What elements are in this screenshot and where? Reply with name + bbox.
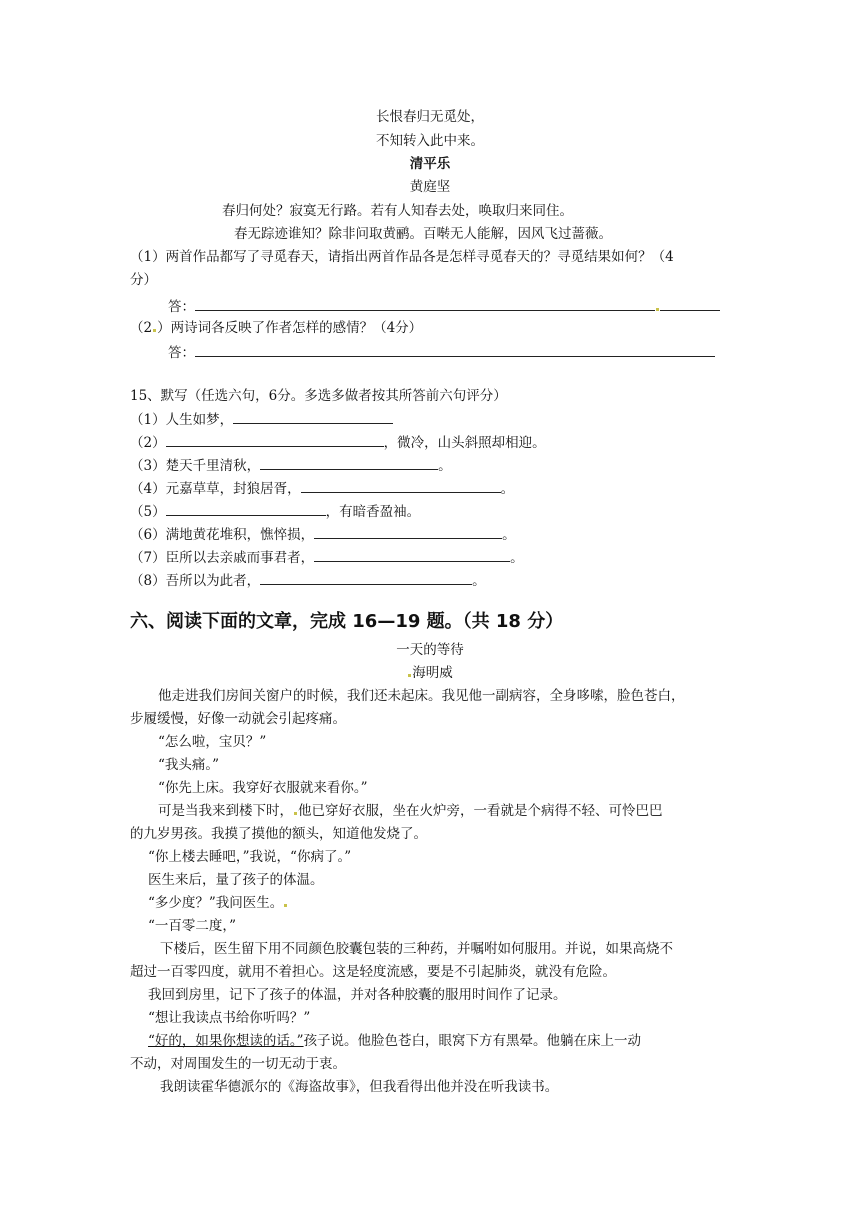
q15-item-1 bbox=[130, 409, 393, 430]
poem1-line-1: 长恨春归无觅处， bbox=[376, 109, 484, 125]
poem2-author: 黄庭坚 bbox=[409, 179, 451, 195]
stray-mark bbox=[656, 308, 659, 311]
q15-item-2 bbox=[130, 432, 546, 453]
stray-mark bbox=[153, 329, 156, 332]
fill-blank[interactable] bbox=[260, 455, 438, 470]
paragraph-line: 他走进我们房间关窗户的时候，我们还未起床。我见他一副病容，全身哆嗦，脸色苍白， bbox=[158, 688, 685, 704]
q15-item-text: （5） bbox=[130, 504, 166, 520]
q15-item-text: ，微冷，山头斜照却相迎。 bbox=[383, 435, 546, 451]
q15-item-text: 。 bbox=[502, 527, 516, 543]
answer-blank[interactable] bbox=[195, 296, 655, 311]
q15-item-text: （2） bbox=[130, 435, 166, 451]
q15-item-text: （3）楚天千里清秋， bbox=[130, 458, 261, 474]
q15-item-3 bbox=[130, 455, 452, 476]
fill-blank[interactable] bbox=[314, 524, 502, 539]
fill-blank[interactable] bbox=[233, 409, 393, 424]
paragraph-line: 下楼后，医生留下用不同颜色胶囊包装的三种药，并嘱咐如何服用。并说，如果高烧不 bbox=[160, 941, 673, 957]
paragraph-line: 我回到房里，记下了孩子的体温，并对各种胶囊的服用时间作了记录。 bbox=[148, 987, 567, 1003]
fill-blank[interactable] bbox=[166, 432, 384, 447]
paragraph-line: 不动，对周围发生的一切无动于衷。 bbox=[130, 1056, 346, 1072]
answer-blank[interactable] bbox=[195, 342, 715, 357]
dialogue-line: “你上楼去睡吧，”我说，“你病了。” bbox=[148, 849, 352, 865]
paragraph-text: 他已穿好衣服，坐在火炉旁，一看就是个病得不轻、可怜巴巴 bbox=[298, 803, 663, 819]
q15-item-text: （1）人生如梦， bbox=[130, 412, 234, 428]
dialogue-line bbox=[148, 893, 288, 913]
q14-1-line-1: （1）两首作品都写了寻觅春天，请指出两首作品各是怎样寻觅春天的？寻觅结果如何？（4 bbox=[130, 249, 674, 265]
q14-1-line-2: 分） bbox=[130, 272, 157, 288]
stray-mark bbox=[284, 904, 287, 907]
story-author-text: 海明威 bbox=[412, 665, 453, 681]
answer-label: 答： bbox=[168, 345, 195, 361]
dialogue-line: “我头痛。” bbox=[158, 757, 220, 773]
paragraph-text: 孩子说。他脸色苍白，眼窝下方有黑晕。他躺在床上一动 bbox=[303, 1033, 642, 1049]
q14-1-answer bbox=[168, 296, 720, 317]
q15-item-text: 。 bbox=[500, 481, 515, 497]
q15-item-8 bbox=[130, 570, 486, 591]
paragraph-line: 超过一百零四度，就用不着担心。这是轻度流感，要是不引起肺炎，就没有危险。 bbox=[130, 964, 616, 980]
q15-item-text: （6）满地黄花堆积，憔悴损， bbox=[130, 527, 315, 543]
story-author bbox=[0, 663, 860, 683]
fill-blank[interactable] bbox=[260, 570, 472, 585]
paragraph-text: 可是当我来到楼下时， bbox=[158, 803, 293, 819]
section6-heading: 六、阅读下面的文章，完成 16—19 题。（共 18 分） bbox=[130, 611, 564, 632]
q15-item-text: （8）吾所以为此者， bbox=[130, 573, 261, 589]
paragraph-line bbox=[158, 801, 663, 821]
poem2-line-1: 春归何处？寂寞无行路。若有人知春去处，唤取归来同住。 bbox=[222, 203, 573, 219]
paragraph-line bbox=[148, 1031, 641, 1051]
dialogue-line: “怎么啦，宝贝？” bbox=[158, 734, 267, 750]
poem2-title: 清平乐 bbox=[409, 156, 451, 172]
fill-blank[interactable] bbox=[314, 547, 510, 562]
q15-item-text: （4）元嘉草草，封狼居胥， bbox=[130, 481, 301, 497]
stray-mark bbox=[408, 674, 411, 677]
fill-blank[interactable] bbox=[166, 501, 326, 516]
q15-item-text: 。 bbox=[472, 573, 486, 589]
answer-blank-end[interactable] bbox=[660, 296, 720, 311]
q14-2-prefix: （2 bbox=[130, 320, 153, 336]
dialogue-text: “多少度？”我问医生。 bbox=[148, 895, 284, 911]
fill-blank[interactable] bbox=[301, 478, 501, 493]
poem2-line-2: 春无踪迹谁知？除非问取黄鹂。百啭无人能解，因风飞过蔷薇。 bbox=[234, 226, 612, 242]
stray-mark bbox=[294, 812, 297, 815]
q14-2-line bbox=[130, 318, 422, 338]
answer-label: 答： bbox=[168, 299, 195, 315]
paragraph-line: 步履缓慢，好像一动就会引起疼痛。 bbox=[130, 711, 346, 727]
paragraph-line: 医生来后，量了孩子的体温。 bbox=[148, 872, 324, 888]
paragraph-line: 我朗读霍华德派尔的《海盗故事》，但我看得出他并没在听我读书。 bbox=[160, 1079, 559, 1095]
q14-2-answer bbox=[168, 342, 715, 363]
q15-item-5 bbox=[130, 501, 420, 522]
poem1-line-2: 不知转入此中来。 bbox=[376, 133, 484, 149]
dialogue-line: “想让我读点书给你听吗？” bbox=[148, 1010, 311, 1026]
paragraph-line: 的九岁男孩。我摸了摸他的额头，知道他发烧了。 bbox=[130, 826, 427, 842]
underlined-dialogue: “好的，如果你想读的话。” bbox=[148, 1033, 304, 1049]
q14-2-text: ）两诗词各反映了作者怎样的感情？（4分） bbox=[157, 320, 423, 336]
dialogue-line: “一百零二度，” bbox=[148, 918, 237, 934]
q15-item-text: 。 bbox=[438, 458, 452, 474]
q15-item-text: ，有暗香盈袖。 bbox=[325, 504, 421, 520]
q15-item-text: 。 bbox=[510, 550, 524, 566]
dialogue-line: “你先上床。我穿好衣服就来看你。” bbox=[158, 780, 368, 796]
q15-item-7 bbox=[130, 547, 524, 568]
q15-item-text: （7）臣所以去亲戚而事君者， bbox=[130, 550, 315, 566]
q15-title: 15、默写（任选六句，6分。多选多做者按其所答前六句评分） bbox=[130, 388, 507, 404]
q15-item-4 bbox=[130, 478, 514, 499]
q15-item-6 bbox=[130, 524, 516, 545]
story-title: 一天的等待 bbox=[396, 642, 464, 658]
